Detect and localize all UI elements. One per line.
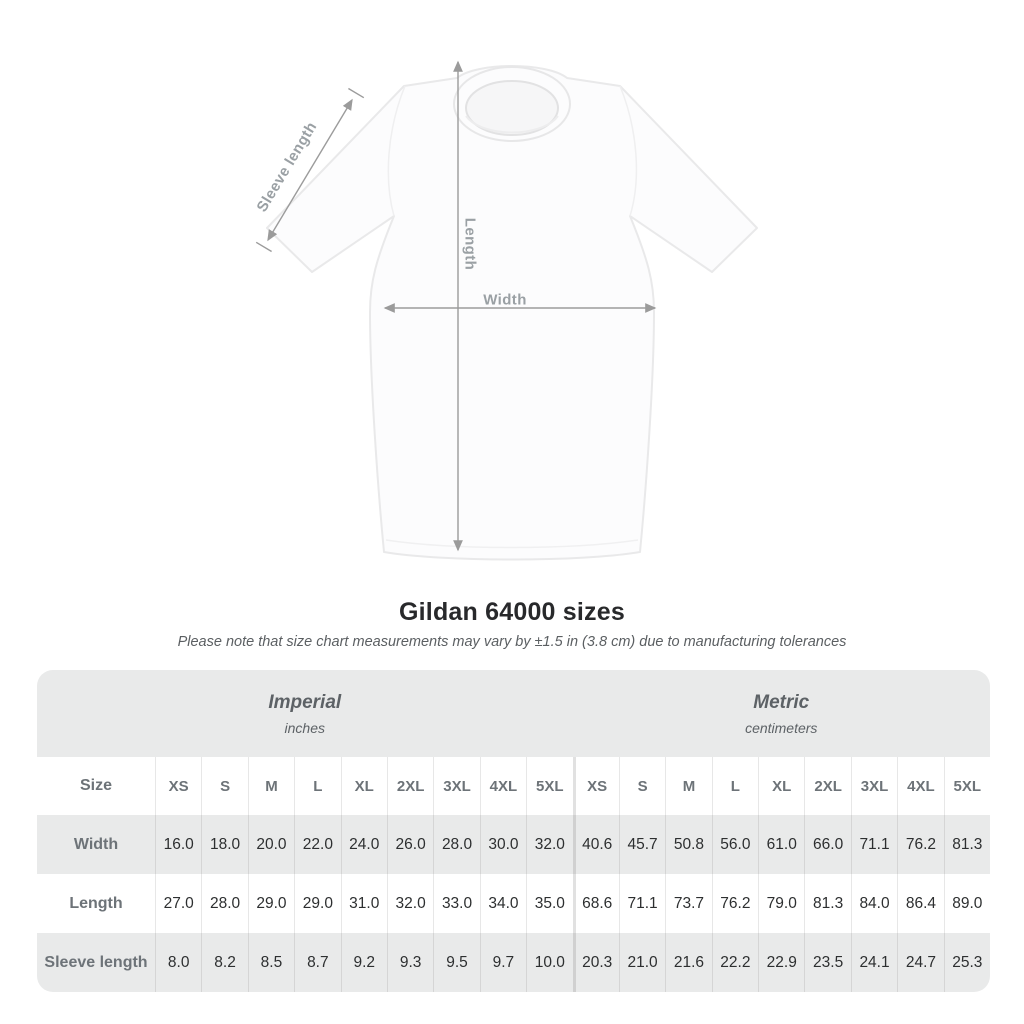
- width-imperial-4xl: 30.0: [480, 815, 526, 874]
- sleeve-imperial-2xl: 9.3: [387, 933, 433, 992]
- sleeve-imperial-4xl: 9.7: [480, 933, 526, 992]
- size-chart-table: [37, 670, 990, 992]
- length-metric-l: 76.2: [712, 874, 758, 933]
- width-imperial-s: 18.0: [201, 815, 247, 874]
- sleeve-metric-xl: 22.9: [758, 933, 804, 992]
- tolerance-note: Please note that size chart measurements may vary by ±1.5 in (3.8 cm) due to manufacturing tolerances: [177, 634, 847, 650]
- length-imperial-5xl: 35.0: [526, 874, 572, 933]
- sleeve-imperial-5xl: 10.0: [526, 933, 572, 992]
- width-imperial-2xl: 26.0: [387, 815, 433, 874]
- size-header-imperial-xs: XS: [155, 757, 201, 815]
- table-row-length: [37, 874, 990, 933]
- imperial-header: [37, 670, 573, 757]
- page-title: Gildan 64000 sizes: [399, 598, 625, 626]
- size-header-imperial-5xl: 5XL: [526, 757, 572, 815]
- row-label-sleeve-length: Sleeve length: [44, 953, 148, 971]
- size-header-metric-s: S: [619, 757, 665, 815]
- sleeve-imperial-s: 8.2: [201, 933, 247, 992]
- width-imperial-3xl: 28.0: [433, 815, 479, 874]
- size-header-imperial-4xl: 4XL: [480, 757, 526, 815]
- size-header-row: [37, 757, 990, 815]
- imperial-unit: inches: [284, 719, 325, 736]
- size-header-metric-2xl: 2XL: [804, 757, 850, 815]
- sleeve-metric-4xl: 24.7: [897, 933, 943, 992]
- size-header-metric-4xl: 4XL: [897, 757, 943, 815]
- length-label: Length: [461, 217, 479, 271]
- size-header-metric-xs: XS: [573, 757, 619, 815]
- length-imperial-xl: 31.0: [341, 874, 387, 933]
- row-label-length: Length: [69, 894, 123, 912]
- length-imperial-s: 28.0: [201, 874, 247, 933]
- length-imperial-4xl: 34.0: [480, 874, 526, 933]
- sleeve-metric-xs: 20.3: [573, 933, 619, 992]
- sleeve-metric-5xl: 25.3: [944, 933, 990, 992]
- size-header-metric-l: L: [712, 757, 758, 815]
- sleeve-metric-l: 22.2: [712, 933, 758, 992]
- size-header-metric-5xl: 5XL: [944, 757, 990, 815]
- row-label-width: Width: [73, 835, 119, 853]
- width-imperial-xl: 24.0: [341, 815, 387, 874]
- length-imperial-3xl: 33.0: [433, 874, 479, 933]
- length-metric-3xl: 84.0: [851, 874, 897, 933]
- width-metric-m: 50.8: [665, 815, 711, 874]
- size-header-metric-m: M: [665, 757, 711, 815]
- length-imperial-l: 29.0: [294, 874, 340, 933]
- sleeve-imperial-xs: 8.0: [155, 933, 201, 992]
- length-metric-4xl: 86.4: [897, 874, 943, 933]
- width-metric-3xl: 71.1: [851, 815, 897, 874]
- sleeve-imperial-3xl: 9.5: [433, 933, 479, 992]
- sleeve-metric-s: 21.0: [619, 933, 665, 992]
- width-metric-5xl: 81.3: [944, 815, 990, 874]
- size-header-imperial-xl: XL: [341, 757, 387, 815]
- metric-title: Metric: [753, 691, 810, 713]
- width-imperial-5xl: 32.0: [526, 815, 572, 874]
- length-metric-2xl: 81.3: [804, 874, 850, 933]
- length-imperial-2xl: 32.0: [387, 874, 433, 933]
- sleeve-imperial-xl: 9.2: [341, 933, 387, 992]
- sleeve-metric-2xl: 23.5: [804, 933, 850, 992]
- sleeve-arrow-top-tick: [348, 89, 363, 98]
- width-imperial-l: 22.0: [294, 815, 340, 874]
- sleeve-arrow-bottom-tick: [256, 242, 271, 251]
- table-row-width: [37, 815, 990, 874]
- size-header-metric-xl: XL: [758, 757, 804, 815]
- size-header-metric-3xl: 3XL: [851, 757, 897, 815]
- tshirt-shape: [267, 66, 757, 560]
- size-header-imperial-s: S: [201, 757, 247, 815]
- width-imperial-xs: 16.0: [155, 815, 201, 874]
- length-metric-s: 71.1: [619, 874, 665, 933]
- width-metric-xs: 40.6: [573, 815, 619, 874]
- sleeve-metric-m: 21.6: [665, 933, 711, 992]
- width-metric-4xl: 76.2: [897, 815, 943, 874]
- sleeve-imperial-l: 8.7: [294, 933, 340, 992]
- size-column-header: Size: [79, 777, 112, 794]
- imperial-title: Imperial: [268, 691, 342, 713]
- length-imperial-xs: 27.0: [155, 874, 201, 933]
- length-imperial-m: 29.0: [248, 874, 294, 933]
- length-metric-5xl: 89.0: [944, 874, 990, 933]
- sleeve-metric-3xl: 24.1: [851, 933, 897, 992]
- length-metric-m: 73.7: [665, 874, 711, 933]
- length-metric-xl: 79.0: [758, 874, 804, 933]
- size-header-imperial-3xl: 3XL: [433, 757, 479, 815]
- table-row-sleeve-length: [37, 933, 990, 992]
- length-metric-xs: 68.6: [573, 874, 619, 933]
- sleeve-imperial-m: 8.5: [248, 933, 294, 992]
- width-metric-xl: 61.0: [758, 815, 804, 874]
- metric-unit: centimeters: [745, 719, 818, 736]
- width-metric-l: 56.0: [712, 815, 758, 874]
- sleeve-length-label: Sleeve length: [253, 118, 321, 216]
- size-header-imperial-m: M: [248, 757, 294, 815]
- width-label: Width: [483, 291, 527, 309]
- width-metric-2xl: 66.0: [804, 815, 850, 874]
- size-header-imperial-2xl: 2XL: [387, 757, 433, 815]
- size-header-imperial-l: L: [294, 757, 340, 815]
- width-metric-s: 45.7: [619, 815, 665, 874]
- unit-header-band: [37, 670, 990, 757]
- metric-header: [573, 670, 991, 757]
- width-imperial-m: 20.0: [248, 815, 294, 874]
